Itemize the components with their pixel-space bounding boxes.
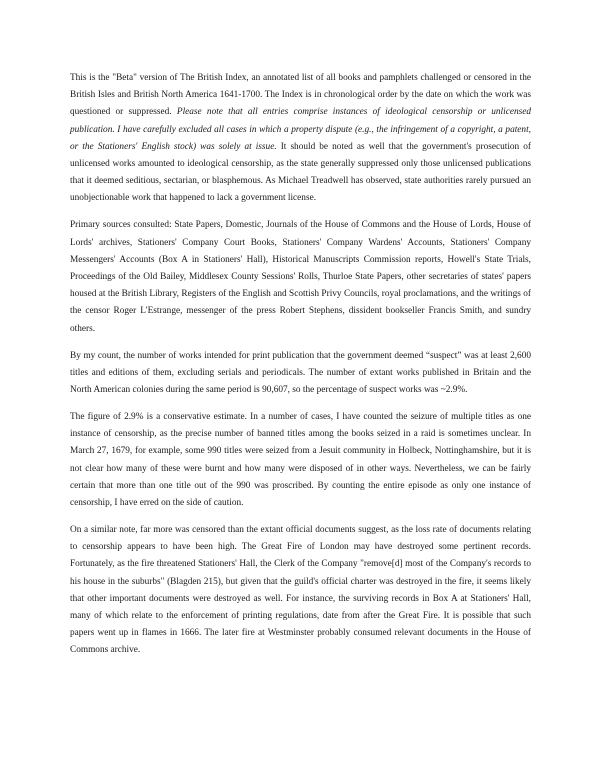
intro-text-part-1: This is the "Beta" version of The British Index, an annotated list of all books and pamphlets challenged or censored in the British Isles and British North America 1641-1700. The Index is in chronological order by the date on which the work was questioned or suppressed. — [70, 73, 531, 118]
paragraph-loss-rate — [70, 522, 531, 660]
intro-text-part-2: It should be noted as well that the government's prosecution of unlicensed works amounted to ideological censorship, as the state generally suppressed only those unlicensed publications that it deemed seditious, sectarian, or blasphemous. As Michael Treadwell has observed, state authorities rarely pursued an unobjectionable work that happened to lack a government license. — [70, 141, 531, 204]
document-page — [70, 70, 531, 669]
paragraph-conservative-estimate — [70, 409, 531, 512]
paragraph-primary-sources — [70, 217, 531, 337]
count-text: By my count, the number of works intended for print publication that the government deemed “suspect” was at least 2,600 titles and editions of them, excluding serials and periodicals. The number of extant works published in Britain and the North American colonies during the same period is 90,607, so the percentage of suspect works was ~2.9%. — [70, 350, 531, 396]
primary-sources-text: Primary sources consulted: State Papers, Domestic, Journals of the House of Commons and the House of Lords, House of Lords' archives, Stationers' Company Court Books, Stationers' Company Wardens' Accounts, Stationers' Company Messengers' Accounts (Box A in Stationers' Hall), Historical Manuscripts Commission reports, Howell's State Trials, Proceedings of the Old Bailey, Middlesex County Sessions' Rolls, Thurloe State Papers, other secretaries of states' papers housed at the British Library, Registers of the English and Scottish Privy Councils, royal proclamations, and the writings of the censor Roger L'Estrange, messenger of the press Robert Stephens, dissident bookseller Francis Smith, and sundry others. — [70, 220, 531, 334]
paragraph-introduction — [70, 70, 531, 208]
loss-rate-text: On a similar note, far more was censored than the extant official documents suggest, as the loss rate of documents relating to censorship appears to have been high. The Great Fire of London may have destroyed some pertinent records. Fortunately, as the fire threatened Stationers' Hall, the Clerk of the Company "remove[d] most of the Company's records to his house in the suburbs" (Blagden 215), but given that the guild's official charter was destroyed in the fire, it seems likely that other important documents were destroyed as well. For instance, the surviving records in Box A at Stationers' Hall, many of which relate to the enforcement of printing regulations, date from after the Great Fire. It is possible that such papers went up in flames in 1666. The later fire at Westminster probably consumed relevant documents in the House of Commons archive. — [70, 525, 531, 656]
paragraph-count — [70, 348, 531, 400]
estimate-text: The figure of 2.9% is a conservative estimate. In a number of cases, I have counted the seizure of multiple titles as one instance of censorship, as the precise number of banned titles among the books seized in a raid is sometimes unclear. In March 27, 1679, for example, some 990 titles were seized from a Jesuit community in Holbeck, Nottinghamshire, but it is not clear how many of these were burnt and how many were disposed of in other ways. Nevertheless, we can be fairly certain that more than one title out of the 990 was proscribed. By counting the entire episode as only one instance of censorship, I have erred on the side of caution. — [70, 412, 531, 509]
intro-italic-note: Please note that all entries comprise instances of ideological censorship or unlicensed publication. I have carefully excluded all cases in which a property dispute (e.g., the infringement of a copyright, a patent, or the Stationers' English stock) was solely at issue. — [70, 107, 532, 152]
